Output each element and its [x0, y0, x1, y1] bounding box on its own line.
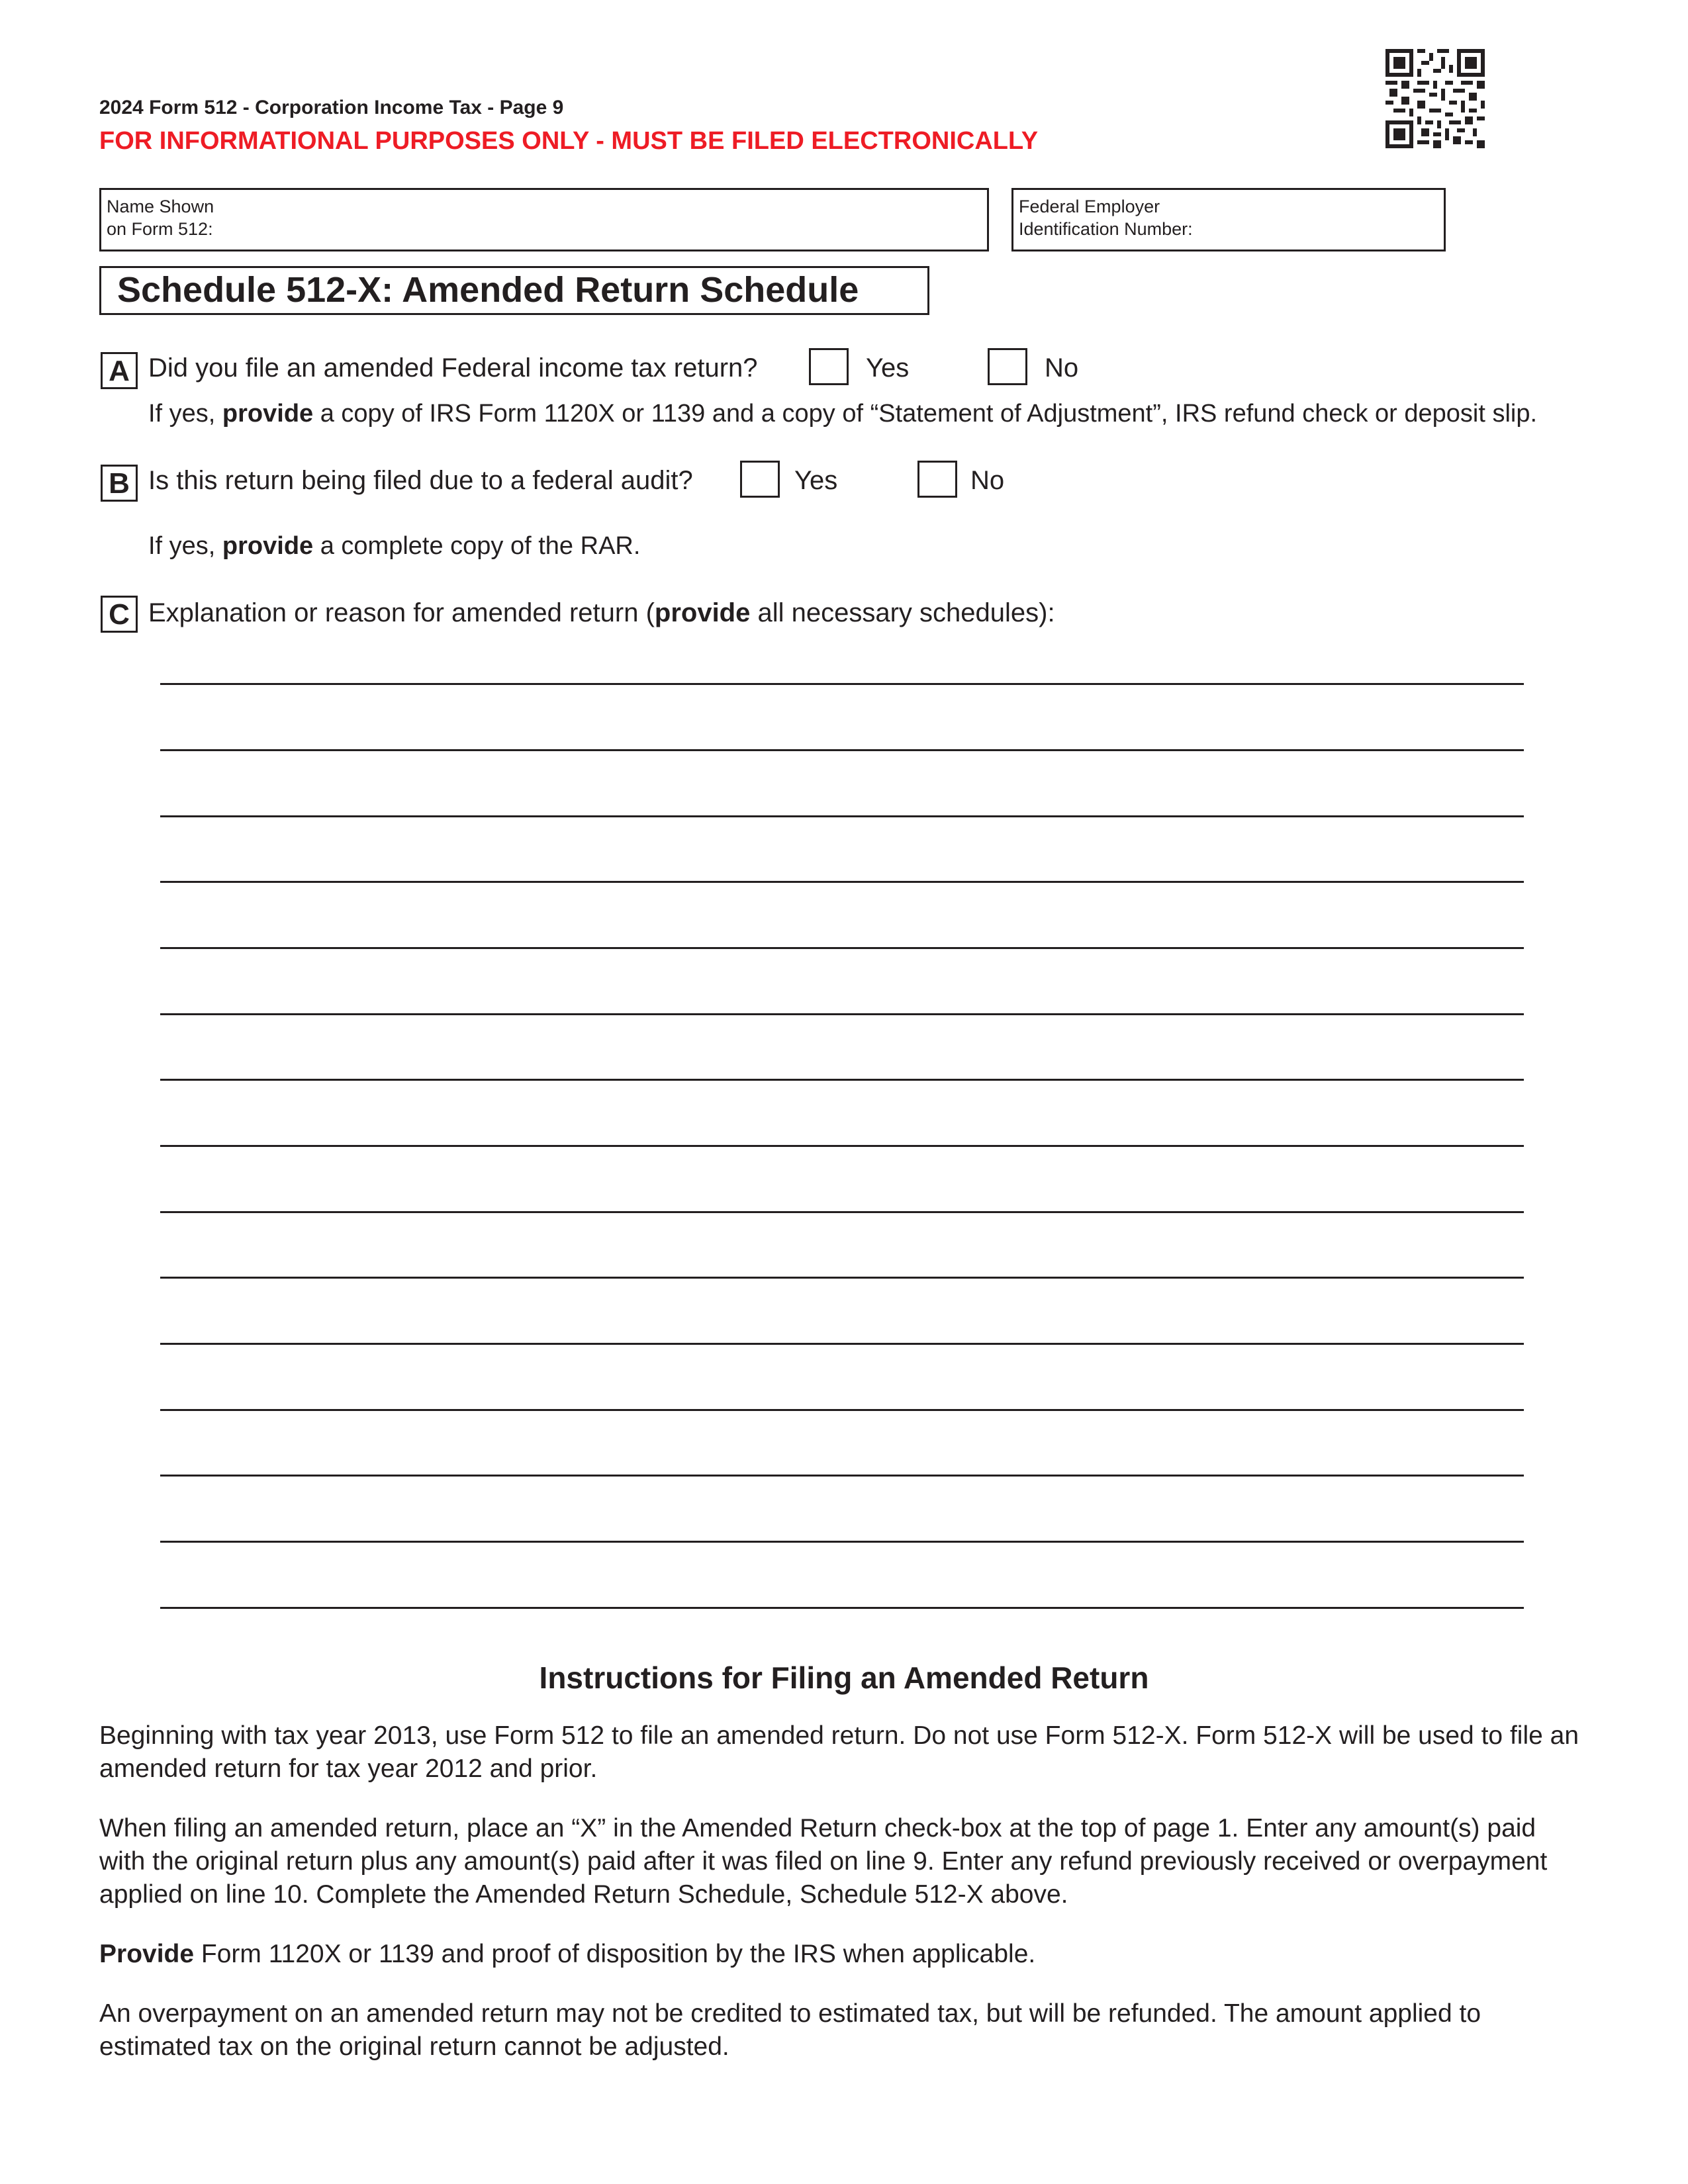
question-c-letter: C — [101, 596, 138, 633]
explanation-line[interactable] — [160, 1607, 1524, 1609]
fein-label-line2: Identification Number: — [1019, 219, 1193, 239]
name-shown-label-line1: Name Shown — [107, 197, 214, 216]
question-a-note-prefix: If yes, — [148, 400, 222, 428]
question-c-text — [148, 598, 1055, 628]
explanation-line[interactable] — [160, 815, 1524, 817]
question-b-note — [148, 532, 640, 561]
name-shown-label-line2: on Form 512: — [107, 219, 213, 239]
explanation-line[interactable] — [160, 1541, 1524, 1543]
explanation-line[interactable] — [160, 1277, 1524, 1279]
explanation-line[interactable] — [160, 1475, 1524, 1477]
question-b-no-checkbox[interactable] — [917, 461, 957, 498]
informational-notice: FOR INFORMATIONAL PURPOSES ONLY - MUST BE FILED ELECTRONICALLY — [99, 127, 1039, 155]
question-b-yes-checkbox[interactable] — [740, 461, 780, 498]
instructions-paragraph-4: An overpayment on an amended return may not be credited to estimated tax, but will be refunded. The amount applied to estimated tax on the original return cannot be adjusted. — [99, 1999, 1481, 2061]
question-b-note-prefix: If yes, — [148, 532, 222, 560]
instructions-paragraph-3-bold: Provide — [99, 1940, 195, 1968]
question-b-yes-label: Yes — [794, 466, 838, 495]
instructions-paragraph-2: When filing an amended return, place an “X” in the Amended Return check-box at the top of page 1. Enter any amount(s) paid with the original return plus any amount(s) paid after it was filed on line 9. Enter any refund previously received or overpayment applied on line 10. Complete the Amended Return Schedule, Schedule 512-X above. — [99, 1814, 1548, 1909]
explanation-line[interactable] — [160, 1343, 1524, 1345]
instructions-title: Instructions for Filing an Amended Return — [539, 1661, 1149, 1695]
question-b-note-rest: a complete copy of the RAR. — [313, 532, 641, 560]
explanation-line[interactable] — [160, 1211, 1524, 1213]
question-b-no-label: No — [970, 466, 1005, 495]
question-a-text: Did you file an amended Federal income tax return? — [148, 353, 758, 383]
question-b-letter: B — [101, 465, 138, 502]
fein-field[interactable] — [1011, 188, 1446, 251]
question-a-yes-label: Yes — [866, 353, 910, 383]
question-b-note-bold: provide — [222, 532, 314, 560]
name-shown-field[interactable] — [99, 188, 989, 251]
explanation-line[interactable] — [160, 947, 1524, 949]
question-a-note — [148, 400, 1537, 428]
question-a-no-label: No — [1045, 353, 1079, 383]
instructions-paragraph-1: Beginning with tax year 2013, use Form 512 to file an amended return. Do not use Form 512-X. Form 512-X will be used to file an amended return for tax year 2012 and prior. — [99, 1721, 1579, 1783]
explanation-line[interactable] — [160, 1145, 1524, 1147]
instructions-paragraph-3 — [99, 1938, 1589, 1971]
fein-label-line1: Federal Employer — [1019, 197, 1160, 216]
explanation-line[interactable] — [160, 683, 1524, 685]
question-a-note-bold: provide — [222, 400, 314, 428]
explanation-line[interactable] — [160, 1013, 1524, 1015]
instructions-paragraph-3-rest: Form 1120X or 1139 and proof of disposition by the IRS when applicable. — [194, 1940, 1036, 1968]
explanation-line[interactable] — [160, 881, 1524, 883]
question-c-text-bold: provide — [654, 598, 751, 627]
question-a-note-rest: a copy of IRS Form 1120X or 1139 and a copy of “Statement of Adjustment”, IRS refund check or deposit slip. — [313, 400, 1538, 428]
schedule-title: Schedule 512-X: Amended Return Schedule — [99, 266, 929, 315]
explanation-line[interactable] — [160, 749, 1524, 751]
question-a-no-checkbox[interactable] — [988, 348, 1027, 385]
explanation-line[interactable] — [160, 1079, 1524, 1081]
question-a-yes-checkbox[interactable] — [809, 348, 849, 385]
question-a-letter: A — [101, 352, 138, 389]
qr-code-icon — [1385, 49, 1485, 148]
form-page-title: 2024 Form 512 - Corporation Income Tax - Page 9 — [99, 97, 564, 118]
question-c-text-prefix: Explanation or reason for amended return ( — [148, 598, 655, 627]
question-b-text: Is this return being filed due to a federal audit? — [148, 466, 693, 495]
explanation-line[interactable] — [160, 1409, 1524, 1411]
question-c-text-rest: all necessary schedules): — [750, 598, 1055, 627]
